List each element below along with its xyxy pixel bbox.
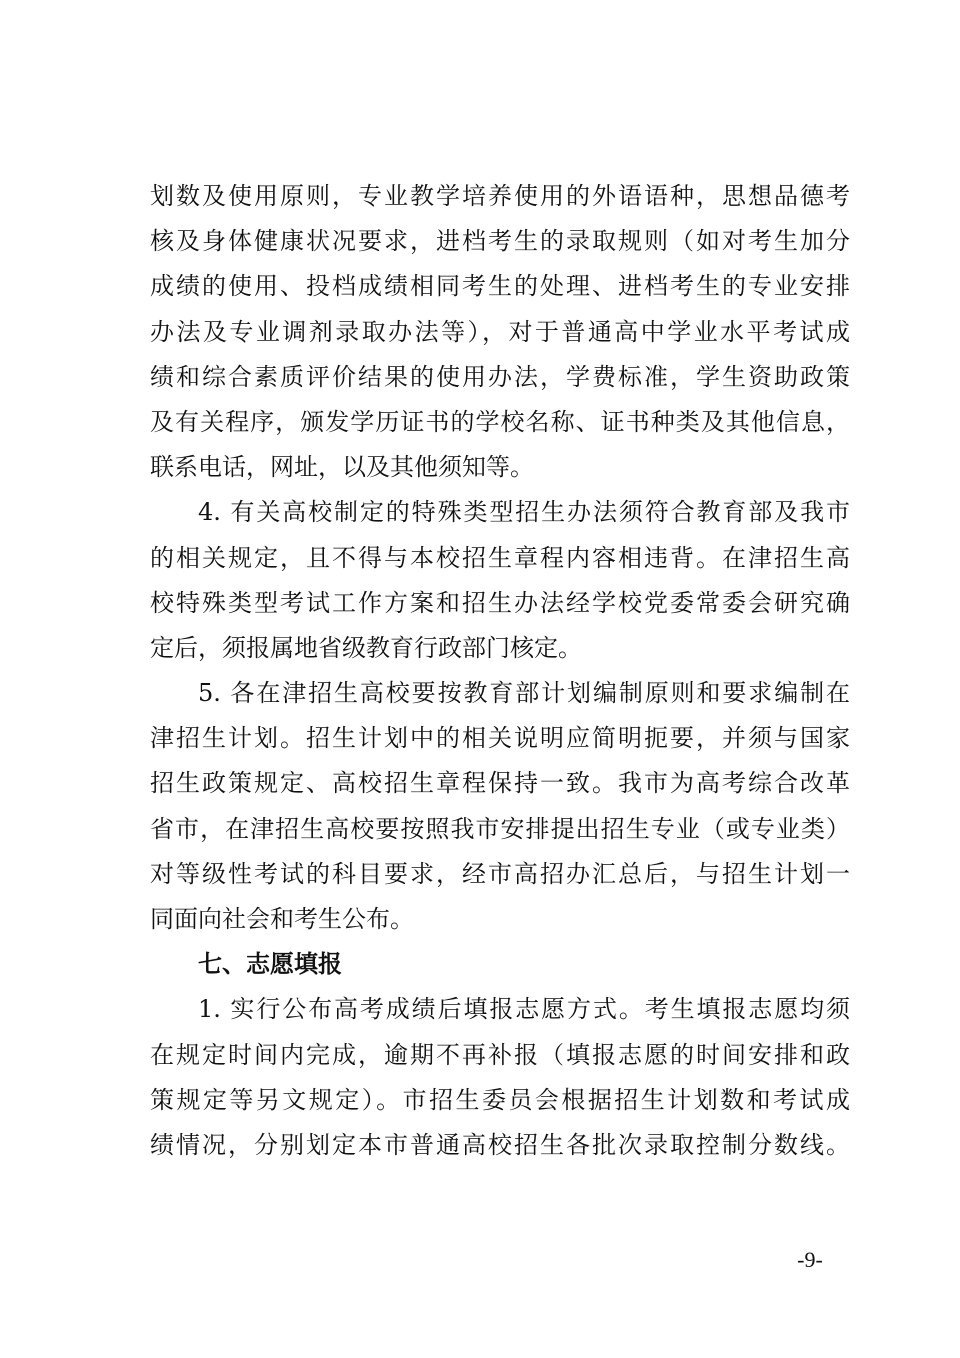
text-line: 办法及专业调剂录取办法等），对于普通高中学业水平考试成 [150, 317, 850, 346]
text-line: 绩和综合素质评价结果的使用办法，学费标准，学生资助政策 [150, 362, 850, 391]
text-line: 同面向社会和考生公布。 [150, 905, 414, 933]
text-line: 核及身体健康状况要求，进档考生的录取规则（如对考生加分 [150, 227, 850, 256]
text-line: 5. 各在津招生高校要按教育部计划编制原则和要求编制在 [198, 679, 850, 708]
text-line: 绩情况，分别划定本市普通高校招生各批次录取控制分数线。 [150, 1130, 850, 1159]
page-number: -9- [797, 1247, 823, 1272]
text-line: 在规定时间内完成，逾期不再补报（填报志愿的时间安排和政 [150, 1040, 850, 1069]
text-line: 1. 实行公布高考成绩后填报志愿方式。考生填报志愿均须 [198, 995, 850, 1024]
text-line: 的相关规定，且不得与本校招生章程内容相违背。在津招生高 [150, 543, 850, 572]
text-line: 省市，在津招生高校要按照我市安排提出招生专业（或专业类） [150, 814, 850, 843]
text-line: 校特殊类型考试工作方案和招生办法经学校党委常委会研究确 [150, 588, 850, 617]
body-text [150, 174, 850, 1168]
text-line: 4. 有关高校制定的特殊类型招生办法须符合教育部及我市 [198, 498, 850, 527]
section-heading: 七、志愿填报 [198, 950, 342, 979]
text-line: 招生政策规定、高校招生章程保持一致。我市为高考综合改革 [150, 769, 850, 798]
text-line: 定后，须报属地省级教育行政部门核定。 [150, 633, 582, 662]
text-line: 策规定等另文规定）。市招生委员会根据招生计划数和考试成 [150, 1085, 850, 1114]
text-line: 划数及使用原则，专业教学培养使用的外语语种，思想品德考 [150, 182, 850, 210]
text-line: 津招生计划。招生计划中的相关说明应简明扼要，并须与国家 [150, 724, 850, 753]
text-line: 联系电话，网址，以及其他须知等。 [150, 453, 534, 482]
text-line: 成绩的使用、投档成绩相同考生的处理、进档考生的专业安排 [150, 272, 850, 301]
text-line: 对等级性考试的科目要求，经市高招办汇总后，与招生计划一 [150, 859, 850, 888]
text-line: 及有关程序，颁发学历证书的学校名称、证书种类及其他信息， [150, 407, 850, 436]
